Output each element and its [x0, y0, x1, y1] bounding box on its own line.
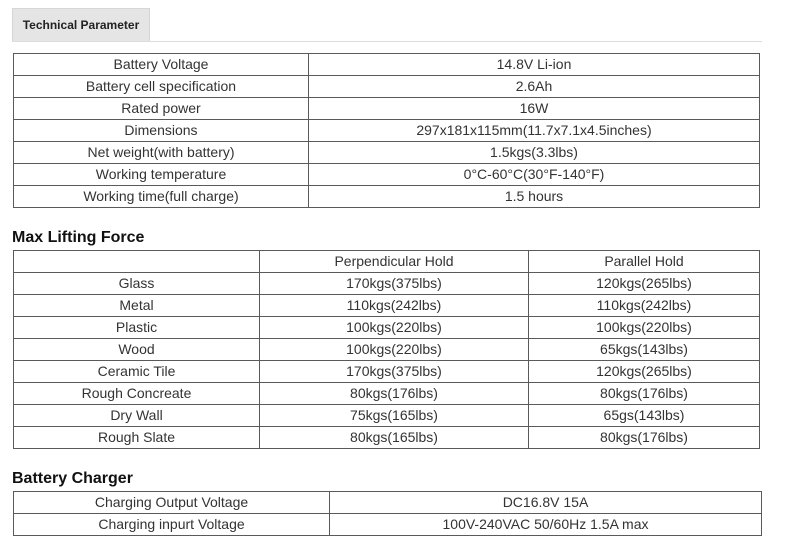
param-value: 2.6Ah [309, 76, 760, 98]
table-row [14, 514, 762, 536]
param-label: Net weight(with battery) [14, 142, 309, 164]
parallel-value: 100kgs(220lbs) [529, 317, 760, 339]
perpendicular-value: 170kgs(375lbs) [260, 273, 529, 295]
material-label: Plastic [14, 317, 260, 339]
material-label: Wood [14, 339, 260, 361]
lifting-force-table [13, 250, 760, 449]
perpendicular-value: 100kgs(220lbs) [260, 339, 529, 361]
material-label: Rough Concreate [14, 383, 260, 405]
lifting-force-title: Max Lifting Force [12, 229, 145, 246]
param-label: Working time(full charge) [14, 186, 309, 208]
param-label: Battery Voltage [14, 54, 309, 76]
table-row [14, 361, 760, 383]
battery-charger-title: Battery Charger [12, 470, 133, 487]
battery-charger-table [13, 491, 762, 536]
table-row [14, 98, 760, 120]
parallel-value: 120kgs(265lbs) [529, 361, 760, 383]
param-value: 14.8V Li-ion [309, 54, 760, 76]
column-header [14, 251, 260, 273]
parallel-value: 80kgs(176lbs) [529, 383, 760, 405]
technical-parameter-table [13, 53, 760, 208]
column-header: Parallel Hold [529, 251, 760, 273]
table-row [14, 492, 762, 514]
param-value: 16W [309, 98, 760, 120]
perpendicular-value: 75kgs(165lbs) [260, 405, 529, 427]
parallel-value: 65gs(143lbs) [529, 405, 760, 427]
table-row [14, 273, 760, 295]
table-row [14, 405, 760, 427]
table-row [14, 427, 760, 449]
table-row [14, 142, 760, 164]
param-label: Rated power [14, 98, 309, 120]
material-label: Metal [14, 295, 260, 317]
table-row [14, 76, 760, 98]
tab-technical-parameter[interactable]: Technical Parameter [12, 8, 150, 41]
param-label: Working temperature [14, 164, 309, 186]
perpendicular-value: 80kgs(165lbs) [260, 427, 529, 449]
param-label: Dimensions [14, 120, 309, 142]
param-value: 0°C-60°C(30°F-140°F) [309, 164, 760, 186]
material-label: Ceramic Tile [14, 361, 260, 383]
perpendicular-value: 110kgs(242lbs) [260, 295, 529, 317]
material-label: Glass [14, 273, 260, 295]
param-value: 1.5 hours [309, 186, 760, 208]
param-label: Battery cell specification [14, 76, 309, 98]
table-row [14, 54, 760, 76]
table-row [14, 295, 760, 317]
table-row [14, 383, 760, 405]
charger-value: 100V-240VAC 50/60Hz 1.5A max [330, 514, 762, 536]
charger-label: Charging Output Voltage [14, 492, 330, 514]
table-row [14, 339, 760, 361]
tab-bar [12, 8, 762, 42]
parallel-value: 110kgs(242lbs) [529, 295, 760, 317]
param-value: 1.5kgs(3.3lbs) [309, 142, 760, 164]
material-label: Dry Wall [14, 405, 260, 427]
perpendicular-value: 170kgs(375lbs) [260, 361, 529, 383]
parallel-value: 65kgs(143lbs) [529, 339, 760, 361]
parallel-value: 120kgs(265lbs) [529, 273, 760, 295]
table-row [14, 186, 760, 208]
perpendicular-value: 100kgs(220lbs) [260, 317, 529, 339]
table-row [14, 120, 760, 142]
table-header-row [14, 251, 760, 273]
material-label: Rough Slate [14, 427, 260, 449]
table-row [14, 317, 760, 339]
param-value: 297x181x115mm(11.7x7.1x4.5inches) [309, 120, 760, 142]
column-header: Perpendicular Hold [260, 251, 529, 273]
charger-label: Charging inpurt Voltage [14, 514, 330, 536]
charger-value: DC16.8V 15A [330, 492, 762, 514]
table-row [14, 164, 760, 186]
parallel-value: 80kgs(176lbs) [529, 427, 760, 449]
perpendicular-value: 80kgs(176lbs) [260, 383, 529, 405]
